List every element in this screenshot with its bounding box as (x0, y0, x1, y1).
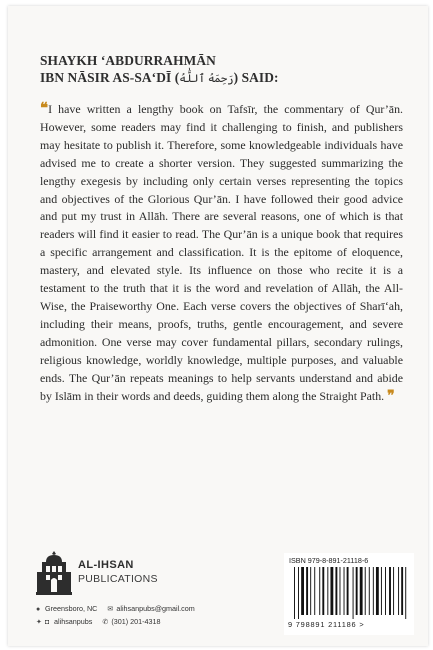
barcode-bar (298, 567, 299, 619)
barcode-bar (405, 567, 406, 619)
heading-line-2 (40, 69, 400, 88)
barcode-bar (398, 567, 399, 615)
isbn-label: ISBN 979-8-891-21118-6 (289, 556, 369, 565)
heading-line-1: SHAYKH ‘ABDURRAHMĀN (40, 53, 216, 68)
barcode-bar (360, 567, 363, 615)
location-pin-icon: ● (36, 606, 41, 613)
barcode-bar (353, 567, 354, 619)
contact-location (36, 604, 97, 613)
barcode-bar (314, 567, 315, 615)
barcode-bar (330, 567, 333, 615)
publisher-name: AL-IHSAN (78, 559, 134, 571)
twitter-icon: ✦ (36, 619, 42, 626)
barcode-icon (288, 567, 412, 619)
email-icon: ✉ (107, 606, 114, 613)
contact-row-1 (36, 604, 256, 613)
building-logo-icon (36, 550, 72, 596)
barcode-bar (393, 567, 394, 615)
barcode-bar (401, 567, 403, 615)
quote-text: I have written a lengthy book on Tafsīr, the commentary of Qur’ān. However, some readers may find it challenging to finish, and publishers may hesitate to publish it. Therefore, some knowledgeable individuals have advised me to create a shorter version. They suggested summarizing the lengthy exegesis by including only certain verses representing the topics and objectives of the Glorious Qur’ān. I have followed their good advice and put my trust in Allāh. There are several reasons, one of which is that readers will find it easier to read. The Qur’ān is a unique book that requires a specific arrangement and classification. It is the epitome of eloquence, mastery, and elevated style. Its influence on those who recite it is a testament to the truth that it is the word and revelation of Allāh, the All-Wise, the Praiseworthy One. Each verse covers the objectives of Sharī‘ah, including their means, proofs, truths, gentle encouragement, and severe admonition. One verse may cover fundamental pillars, secondary rulings, religious knowledge, worldly knowledge, multiple purposes, and valuable ends. The Qur’ān repeats meanings to help servants understand and abide by Islām in their words and deeds, guiding them along the Straight Path. (40, 102, 403, 403)
heading-line-2-suffix: ) SAID: (233, 70, 279, 85)
barcode-bar (344, 567, 345, 615)
barcode-bar (376, 567, 379, 615)
contact-email[interactable] (107, 604, 194, 613)
contact-row-2 (36, 617, 256, 626)
barcode-bar (310, 567, 311, 615)
heading-line-2-prefix: IBN NĀSIR AS-SA‘DĪ ( (40, 70, 180, 85)
barcode-bar (369, 567, 370, 615)
contact-social[interactable] (36, 617, 92, 626)
barcode-bar (294, 567, 295, 619)
barcode-bar (319, 567, 320, 615)
publisher-logo (36, 550, 196, 598)
barcode-bar (381, 567, 382, 615)
barcode-bar (340, 567, 341, 615)
isbn-barcode-number (288, 620, 412, 629)
location-text: Greensboro, NC (45, 604, 98, 613)
barcode-digits: 9 798891 211186 (288, 620, 357, 629)
email-text: alihsanpubs@gmail.com (116, 604, 195, 613)
publisher-subtitle: PUBLICATIONS (78, 573, 158, 585)
isbn-barcode (284, 553, 414, 635)
barcode-bar (306, 567, 308, 615)
phone-icon: ✆ (102, 619, 109, 626)
instagram-icon: ◘ (45, 619, 50, 626)
phone-text: (301) 201-4318 (111, 617, 161, 626)
barcode-bar (365, 567, 366, 615)
barcode-bar (385, 567, 386, 615)
barcode-bar (335, 567, 337, 615)
quote-paragraph (40, 101, 403, 405)
open-quote-icon: ❝ (40, 101, 49, 117)
honorific-text: رَحِمَهُ ٱللَّٰهُ (179, 73, 234, 85)
barcode-bar (301, 567, 304, 615)
barcode-bar (373, 567, 374, 615)
barcode-bar (389, 567, 391, 615)
barcode-bar (356, 567, 358, 615)
back-cover (8, 6, 428, 646)
barcode-bar (322, 567, 324, 615)
social-handle-text: alihsanpubs (54, 617, 93, 626)
page-title (40, 52, 400, 88)
barcode-bar (347, 567, 349, 615)
barcode-bar (327, 567, 328, 615)
barcode-arrow: > (359, 620, 365, 629)
contact-phone[interactable] (102, 617, 160, 626)
close-quote-icon: ❞ (387, 388, 395, 404)
